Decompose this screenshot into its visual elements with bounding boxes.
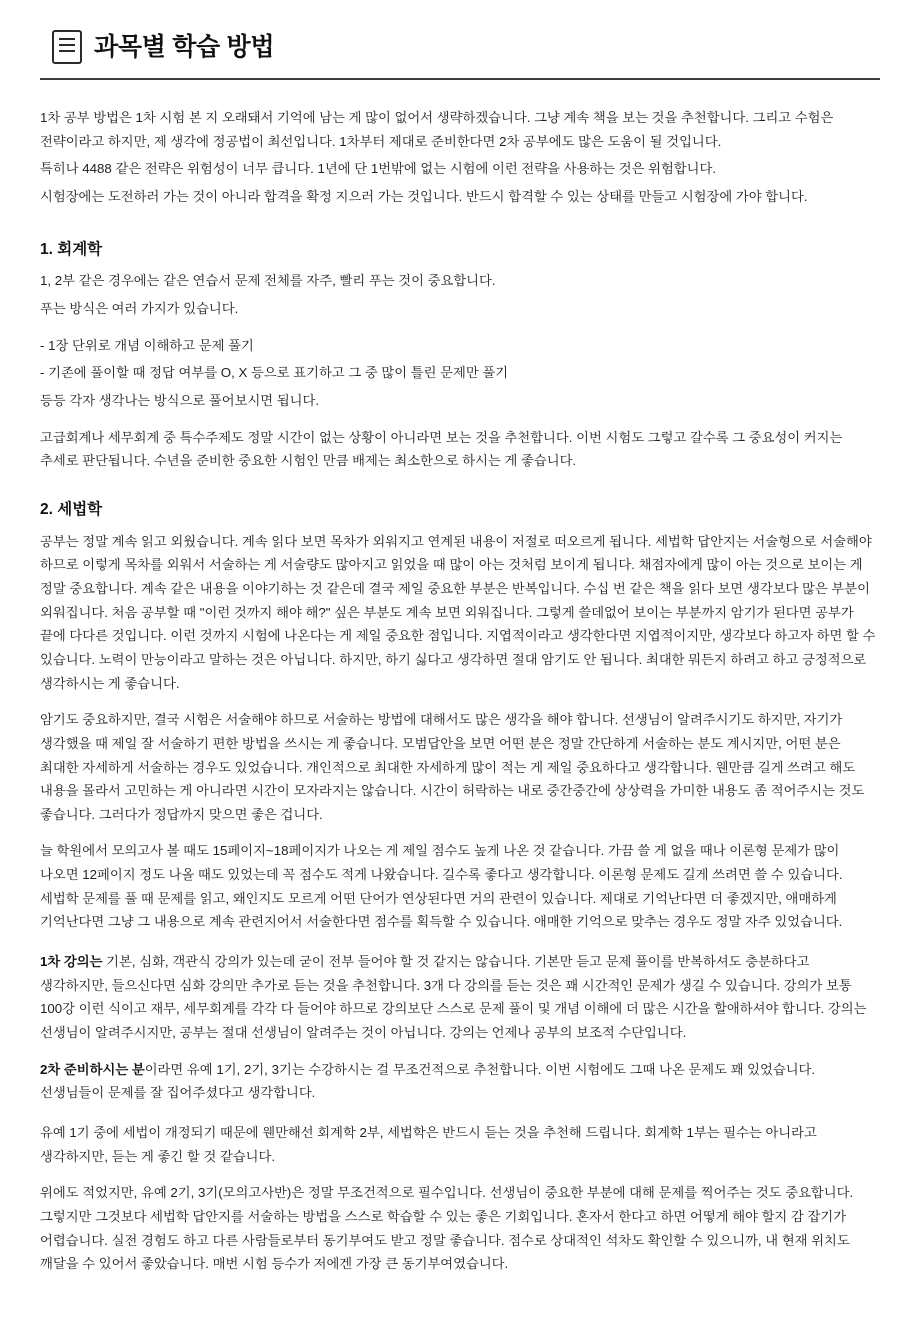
lecture-note-second-round	[40, 1058, 880, 1105]
lecture-note-first-round	[40, 950, 880, 1045]
section-paragraph: 늘 학원에서 모의고사 볼 때도 15페이지~18페이지가 나오는 게 제일 점수도 높게 나온 것 같습니다. 가끔 쓸 게 없을 때나 이론형 문제가 많이 나오면 12페이지 정도 나올 때도 있었는데 꼭 점수도 적게 나왔습니다. 길수록 좋다고 생각합니다. 이론형 문제도 길게 쓰려면 쓸 수 있습니다. 세법학 문제를 풀 때 문제를 읽고, 왜인지도 모르게 어떤 단어가 연상된다면 거의 관련이 있습니다. 제대로 기억난다면 더 좋겠지만, 애매하게 기억난다면 그냥 그 내용으로 계속 관련지어서 서술한다면 점수를 획득할 수 있습니다. 애매한 기억으로 맞추는 경우도 정말 자주 있었습니다.	[40, 843, 843, 930]
page-title: 과목별 학습 방법	[94, 33, 275, 61]
section-paragraph: 공부는 정말 계속 읽고 외웠습니다. 계속 읽다 보면 목차가 외워지고 연계된 내용이 저절로 떠오르게 됩니다. 세법학 답안지는 서술형으로 서술해야 하므로 이렇게 목차를 외워서 서술하는 게 서술량도 많아지고 읽었을 때 많이 아는 것처럼 보이게 됩니다. 채점자에게 많이 아는 것으로 보이는 게 정말 중요합니다. 계속 같은 내용을 이야기하는 것 같은데 결국 제일 중요한 부분은 반복입니다. 수십 번 같은 책을 읽다 보면 생각보다 많은 부분이 외워집니다. 처음 공부할 때 "이런 것까지 해야 해?" 싶은 부분도 계속 보면 외워집니다. 그렇게 쓸데없어 보이는 부분까지 암기가 된다면 공부가 끝에 다다른 것입니다. 이런 것까지 시험에 나온다는 게 제일 중요한 점입니다. 지엽적이라고 생각한다면 지엽적이지만, 생각보다 하고자 하면 할 수 있습니다. 노력이 만능이라고 말하는 것은 아닙니다. 하지만, 하기 싫다고 생각하면 절대 암기도 안 됩니다. 최대한 뭐든지 하려고 하고 긍정적으로 생각하시는 게 좋습니다.	[40, 533, 876, 691]
lecture-notes-block	[40, 950, 880, 1105]
intro-paragraph: 특히나 4488 같은 전략은 위험성이 너무 큽니다. 1년에 단 1번밖에 없는 시험에 이런 전략을 사용하는 것은 위험합니다.	[40, 161, 717, 177]
intro-paragraph: 1차 공부 방법은 1차 시험 본 지 오래돼서 기억에 남는 게 많이 없어서 생략하겠습니다. 그냥 계속 책을 보는 것을 추천합니다. 그리고 수험은 전략이라고 하지만, 제 생각에 정공법이 최선입니다. 1차부터 제대로 준비한다면 2차 공부에도 많은 도움이 될 것입니다.	[40, 110, 834, 149]
intro-paragraph: 시험장에는 도전하러 가는 것이 아니라 합격을 확정 지으러 가는 것입니다. 반드시 합격할 수 있는 상태를 만들고 시험장에 가야 합니다.	[40, 188, 808, 204]
document-lines-icon	[52, 30, 82, 64]
section-paragraph: 1, 2부 같은 경우에는 같은 연습서 문제 전체를 자주, 빨리 푸는 것이 중요합니다.	[40, 273, 496, 289]
section-body-tax-law	[40, 530, 880, 935]
section-heading-accounting: 1. 회계학	[40, 240, 103, 258]
closing-paragraph: 유예 1기 중에 세법이 개정되기 때문에 웬만해선 회계학 2부, 세법학은 반드시 듣는 것을 추천해 드립니다. 회계학 1부는 필수는 아니라고 생각하지만, 듣는 게 좋긴 할 것 같습니다.	[40, 1125, 817, 1164]
section-list-item: - 기존에 풀이할 때 정답 여부를 O, X 등으로 표기하고 그 중 많이 틀린 문제만 풀기	[40, 365, 509, 381]
section-paragraph: 푸는 방식은 여러 가지가 있습니다.	[40, 300, 239, 316]
section-list-item: - 1장 단위로 개념 이해하고 문제 풀기	[40, 337, 254, 353]
section-paragraph: 고급회계나 세무회계 중 특수주제도 정말 시간이 없는 상황이 아니라면 보는 것을 추천합니다. 이번 시험도 그렇고 갈수록 그 중요성이 커지는 추세로 판단됩니다. 수년을 준비한 중요한 시험인 만큼 배제는 최소한으로 하시는 게 좋습니다.	[40, 429, 843, 469]
section-paragraph: 등등 각자 생각나는 방식으로 풀어보시면 됩니다.	[40, 392, 320, 408]
lecture-note-text: 기본, 심화, 객관식 강의가 있는데 굳이 전부 들어야 할 것 같지는 않습니다. 기본만 듣고 문제 풀이를 반복하셔도 충분하다고 생각하지만, 들으신다면 심화 강의만 추가로 듣는 것을 추천합니다. 3개 다 강의를 듣는 것은 꽤 시간적인 문제가 생길 수 있습니다. 강의가 보통 100강 이런 식이고 재무, 세무회계를 각각 다 들어야 하므로 강의보단 스스로 문제 풀이 및 개념 이해에 더 많은 시간을 할애하셔야 합니다. 강의는 선생님이 알려주시지만, 공부는 절대 선생님이 알려주는 것이 아닙니다. 강의는 언제나 공부의 보조적 수단입니다.	[40, 954, 867, 1041]
lecture-note-lead: 1차 강의는	[40, 954, 103, 970]
lecture-note-text: 이라면 유예 1기, 2기, 3기는 수강하시는 걸 무조건적으로 추천합니다. 이번 시험에도 그때 나온 문제도 꽤 있었습니다. 선생님들이 문제를 잘 집어주셨다고 생각합니다.	[40, 1061, 816, 1101]
section-paragraph: 암기도 중요하지만, 결국 시험은 서술해야 하므로 서술하는 방법에 대해서도 많은 생각을 해야 합니다. 선생님이 알려주시기도 하지만, 자기가 생각했을 때 제일 잘 서술하기 편한 방법을 쓰시는 게 좋습니다. 모범답안을 보면 어떤 분은 정말 간단하게 서술하는 분도 계시지만, 어떤 분은 최대한 자세하게 서술하는 경우도 있었습니다. 개인적으로 최대한 자세하게 많이 적는 게 제일 중요하다고 생각합니다. 웬만큼 길게 쓰려고 해도 내용을 몰라서 고민하는 게 아니라면 시간이 모자라지는 않습니다. 시간이 허락하는 내로 중간중간에 상상력을 가미한 내용도 좀 적어주시는 것도 좋습니다. 그러다가 정답까지 맞으면 좋은 겁니다.	[40, 712, 865, 822]
section-heading-tax-law: 2. 세법학	[40, 500, 103, 518]
intro-block	[40, 106, 880, 209]
section-body-accounting	[40, 269, 880, 473]
closing-paragraph: 위에도 적었지만, 유예 2기, 3기(모의고사반)은 정말 무조건적으로 필수입니다. 선생님이 중요한 부분에 대해 문제를 찍어주는 것도 중요합니다. 그렇지만 그것보다 세법학 답안지를 서술하는 방법을 스스로 학습할 수 있는 좋은 기회입니다. 혼자서 한다고 하면 어떻게 해야 할지 감 잡기가 어렵습니다. 실전 경험도 하고 다른 사람들로부터 동기부여도 받고 정말 좋습니다. 점수로 상대적인 석차도 확인할 수 있으니까, 내 현재 위치도 깨달을 수 있어서 좋았습니다. 매번 시험 등수가 저에겐 가장 큰 동기부여였습니다.	[40, 1185, 854, 1272]
page-header	[40, 26, 880, 80]
closing-block	[40, 1121, 880, 1276]
lecture-note-lead: 2차 준비하시는 분	[40, 1061, 145, 1077]
